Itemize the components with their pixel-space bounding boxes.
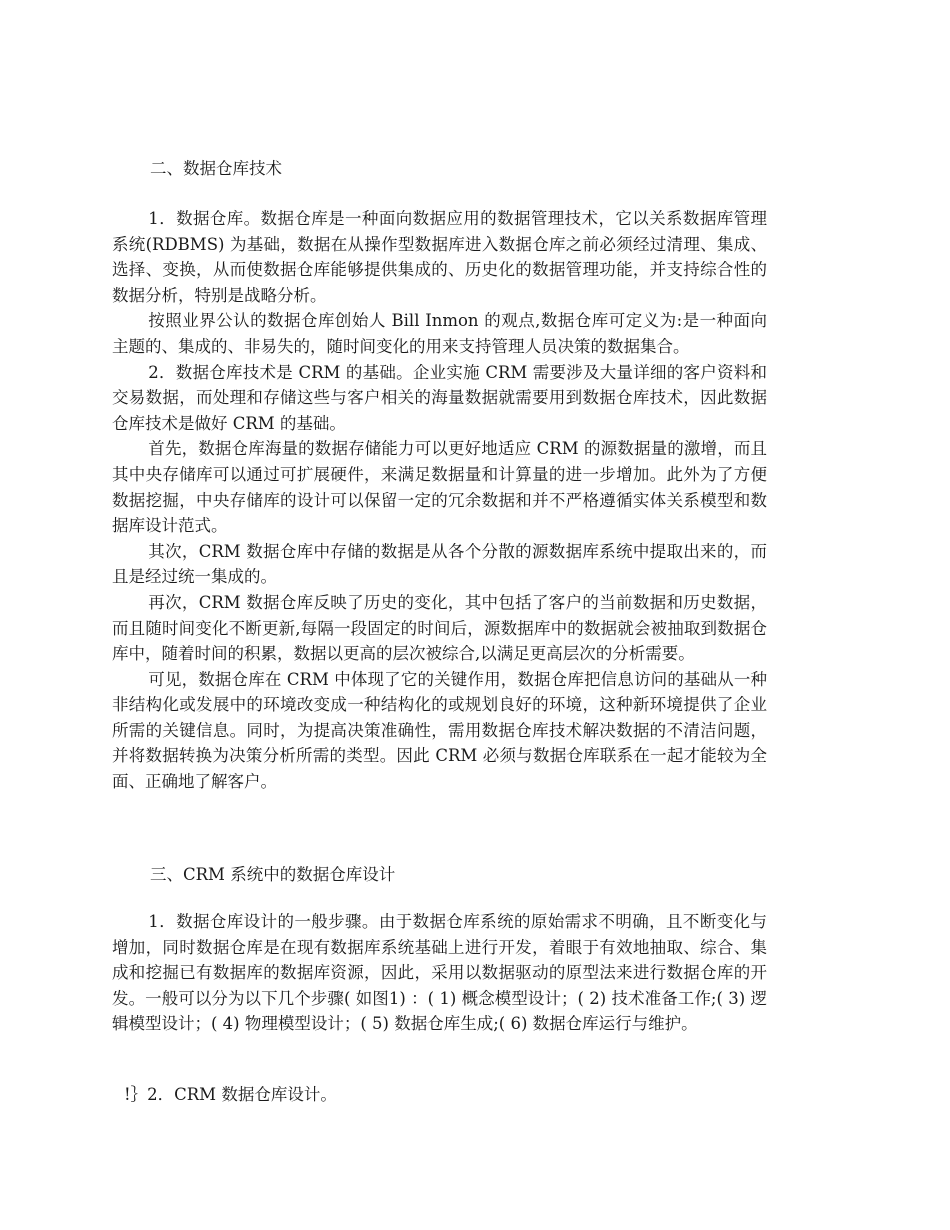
paragraph-third: 再次，CRM 数据仓库反映了历史的变化，其中包括了客户的当前数据和历史数据，而且随时间变化不断更新,每隔一段固定的时间后，源数据库中的数据就会被抽取到数据仓库中，随着时间的积累，数据以更高的层次被综合,以满足更高层次的分析需要。 xyxy=(112,592,767,664)
section-2-body xyxy=(112,206,767,795)
section-3-body xyxy=(112,909,767,1037)
section-heading-3: 三、CRM 系统中的数据仓库设计 xyxy=(150,865,396,884)
paragraph-inmon-definition: 按照业界公认的数据仓库创始人 Bill Inmon 的观点,数据仓库可定义为:是一种面向主题的、集成的、非易失的，随时间变化的用来支持管理人员决策的数据集合。 xyxy=(112,311,767,356)
section-heading-2: 二、数据仓库技术 xyxy=(150,159,282,178)
paragraph-crm-foundation: 2．数据仓库技术是 CRM 的基础。企业实施 CRM 需要涉及大量详细的客户资料和交易数据，而处理和存储这些与客户相关的海量数据就需要用到数据仓库技术，因此数据仓库技术是做好 CRM 的基础。 xyxy=(112,362,767,433)
paragraph-second: 其次，CRM 数据仓库中存储的数据是从各个分散的源数据库系统中提取出来的，而且是经过统一集成的。 xyxy=(112,541,767,587)
paragraph-design-steps: 1．数据仓库设计的一般步骤。由于数据仓库系统的原始需求不明确，且不断变化与增加，同时数据仓库是在现有数据库系统基础上进行开发，着眼于有效地抽取、综合、集成和挖掘已有数据库的数据库资源，因此，采用以数据驱动的原型法来进行数据仓库的开发。一般可以分为以下几个步骤( 如图1) ：( 1) 概念模型设计；( 2) 技术准备工作;( 3) 逻辑模型设计；( 4) 物理模型设计；( 5) 数据仓库生成;( 6) 数据仓库运行与维护。 xyxy=(112,912,767,1034)
paragraph-data-warehouse: 1．数据仓库。数据仓库是一种面向数据应用的数据管理技术，它以关系数据库管理系统(RDBMS) 为基础，数据在从操作型数据库进入数据仓库之前必须经过清理、集成、选择、变换，从而使数据仓库能够提供集成的、历史化的数据管理功能，并支持综合性的数据分析，特别是战略分析。 xyxy=(112,209,767,305)
paragraph-conclusion: 可见，数据仓库在 CRM 中体现了它的关键作用，数据仓库把信息访问的基础从一种非结构化或发展中的环境改变成一种结构化的或规划良好的环境，这种新环境提供了企业所需的关键信息。同时，为提高决策准确性，需用数据仓库技术解决数据的不清洁问题，并将数据转换为决策分析所需的类型。因此 CRM 必须与数据仓库联系在一起才能较为全面、正确地了解客户。 xyxy=(112,669,767,792)
paragraph-first: 首先，数据仓库海量的数据存储能力可以更好地适应 CRM 的源数据量的激增，而且其中央存储库可以通过可扩展硬件，来满足数据量和计算量的进一步增加。此外为了方便数据挖掘，中央存储库的设计可以保留一定的冗余数据和并不严格遵循实体关系模型和数据库设计范式。 xyxy=(112,439,767,536)
crm-data-warehouse-design-item: !｝2．CRM 数据仓库设计。 xyxy=(124,1085,337,1104)
